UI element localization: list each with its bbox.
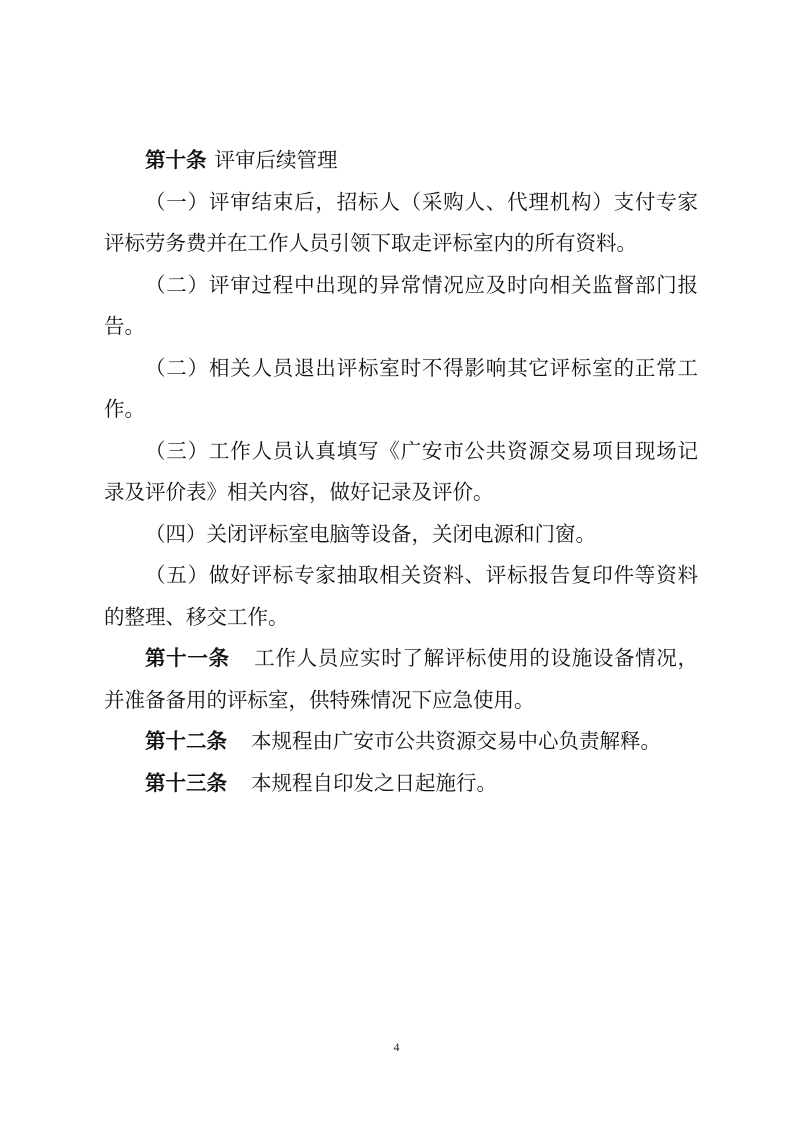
article-10-item-1: （一）评审结束后，招标人（采购人、代理机构）支付专家评标劳务费并在工作人员引领下取走评标室内的所有资料。 bbox=[104, 189, 698, 255]
article-10-item-5: （四）关闭评标室电脑等设备，关闭电源和门窗。 bbox=[145, 521, 596, 546]
article-12-text: 本规程由广安市公共资源交易中心负责解释。 bbox=[251, 729, 661, 753]
page-number: 4 bbox=[393, 1040, 400, 1054]
document-body bbox=[104, 140, 698, 804]
article-10-title: 评审后续管理 bbox=[214, 148, 338, 172]
article-13-text: 本规程自印发之日起施行。 bbox=[251, 770, 497, 795]
article-11-text: 工作人员应实时了解评标使用的设施设备情况，并准备备用的评标室，供特殊情况下应急使用。 bbox=[104, 646, 698, 712]
article-12 bbox=[104, 721, 698, 763]
article-11-heading: 第十一条 bbox=[145, 646, 230, 670]
article-12-heading: 第十二条 bbox=[145, 729, 227, 753]
article-11 bbox=[104, 638, 698, 721]
article-13 bbox=[104, 763, 698, 805]
article-10-item-6: （五）做好评标专家抽取相关资料、评标报告复印件等资料的整理、移交工作。 bbox=[104, 563, 698, 629]
article-10-item-2: （二）评审过程中出现的异常情况应及时向相关监督部门报告。 bbox=[104, 272, 698, 338]
article-13-heading: 第十三条 bbox=[145, 770, 227, 795]
article-10-item-4: （三）工作人员认真填写《广安市公共资源交易项目现场记录及评价表》相关内容，做好记录及评价。 bbox=[104, 438, 698, 504]
article-10-heading-line bbox=[104, 140, 698, 182]
article-10-heading: 第十条 bbox=[145, 148, 207, 172]
article-10-item-3: （二）相关人员退出评标室时不得影响其它评标室的正常工作。 bbox=[104, 355, 698, 421]
